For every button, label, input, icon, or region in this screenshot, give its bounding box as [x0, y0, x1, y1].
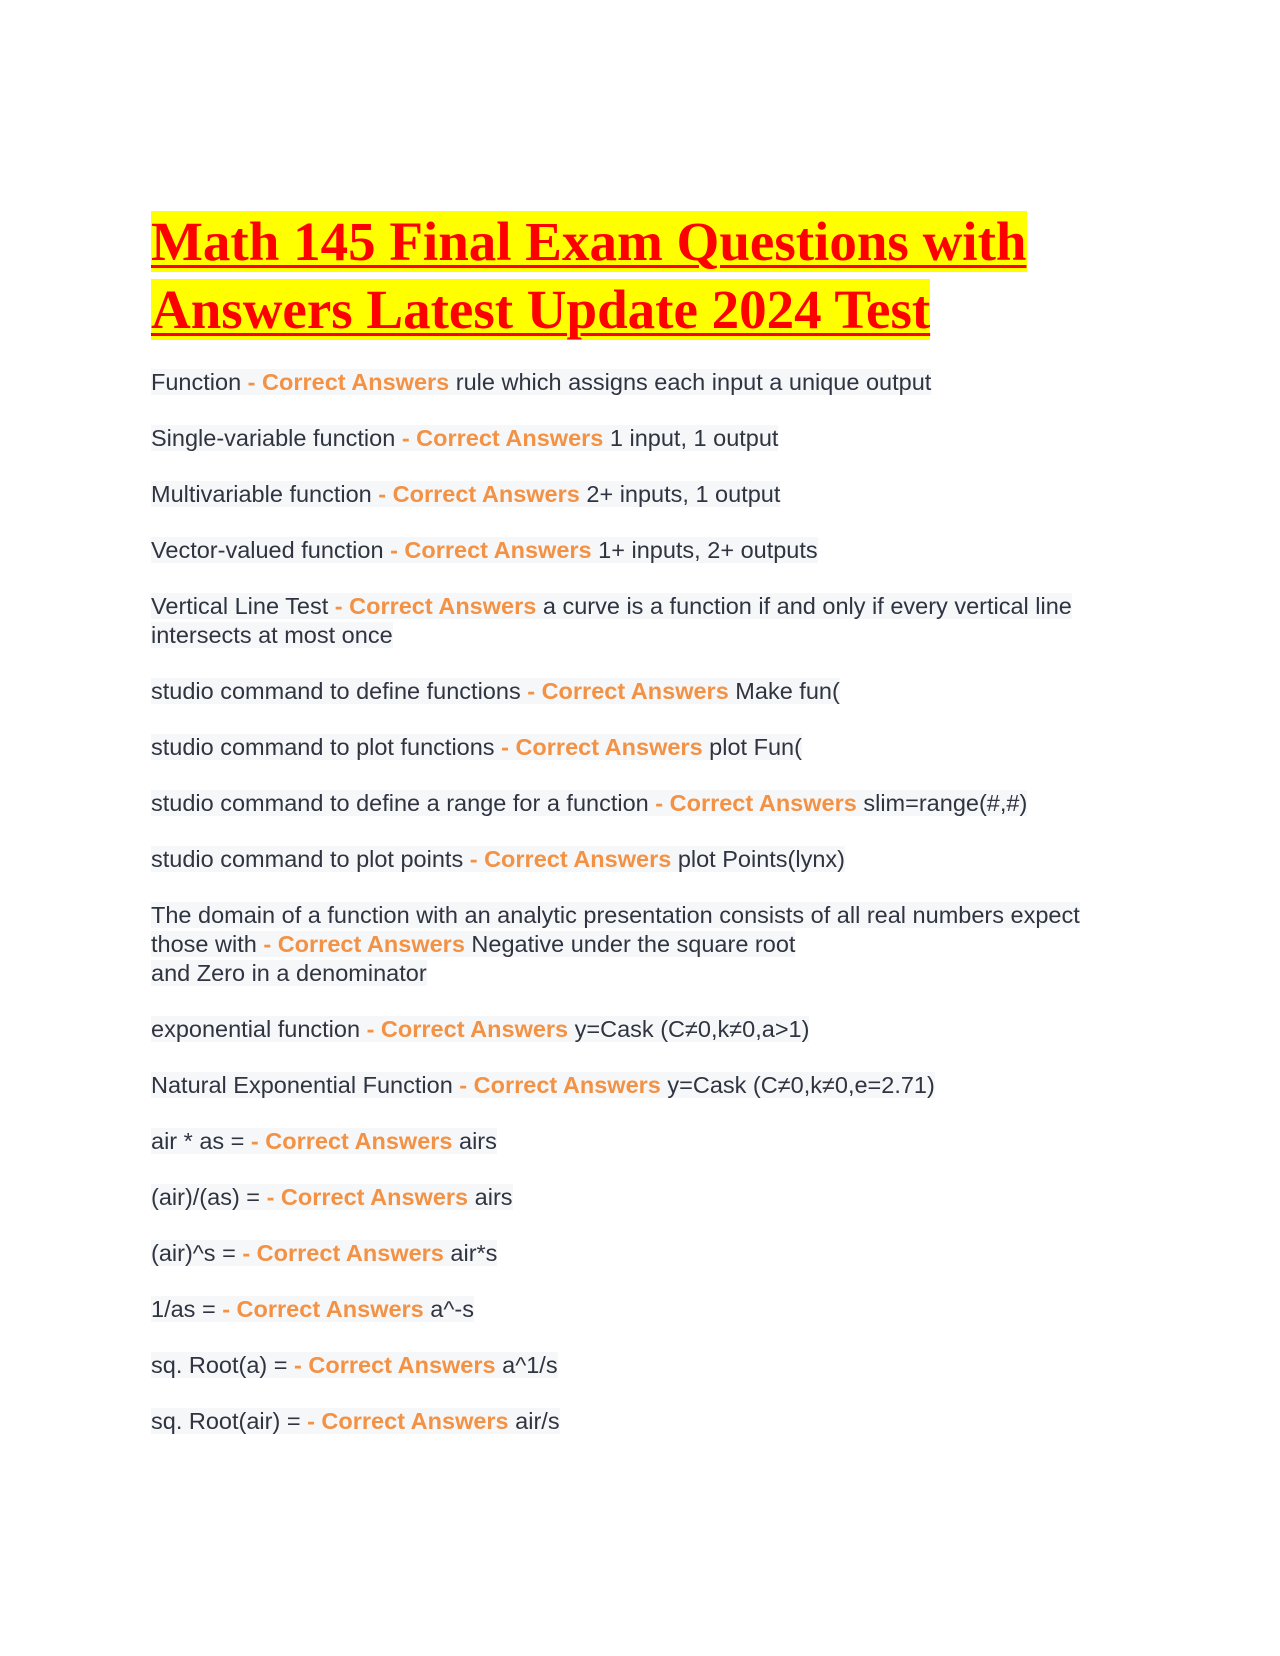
correct-answers-label: - Correct Answers — [307, 1408, 509, 1434]
correct-answers-label: - Correct Answers — [501, 734, 703, 760]
correct-answers-label: - Correct Answers — [390, 537, 592, 563]
correct-answers-label: - Correct Answers — [401, 425, 604, 451]
question-text: studio command to define functions — [151, 678, 528, 704]
correct-answers-label: - Correct Answers — [250, 1128, 453, 1154]
question-text: Multivariable function — [151, 481, 379, 507]
qa-item-quotient-rule — [151, 1183, 1111, 1212]
correct-answers-label: - Correct Answers — [459, 1072, 661, 1098]
correct-answers-label: - Correct Answers — [242, 1240, 444, 1266]
question-text: air * as = — [151, 1128, 251, 1154]
answer-text: air*s — [443, 1240, 498, 1266]
qa-item-function — [151, 368, 1111, 397]
answer-text: 1 input, 1 output — [603, 425, 779, 451]
qa-item-plot-functions — [151, 733, 1111, 762]
qa-item-single-variable — [151, 424, 1111, 453]
question-text: Single-variable function — [151, 425, 402, 451]
correct-answers-label: - Correct Answers — [263, 931, 465, 957]
correct-answers-label: - Correct Answers — [366, 1016, 569, 1042]
correct-answers-label: - Correct Answers — [294, 1352, 496, 1378]
document-title — [151, 208, 1111, 344]
correct-answers-label: - Correct Answers — [378, 481, 580, 507]
answer-text: y=Cask (C≠0,k≠0,a>1) — [568, 1016, 810, 1042]
title-line-1: Math 145 Final Exam Questions with — [151, 211, 1027, 272]
qa-item-square-root-power — [151, 1407, 1111, 1436]
answer-text: airs — [468, 1184, 513, 1210]
qa-item-multivariable — [151, 480, 1111, 509]
correct-answers-label: - Correct Answers — [527, 678, 729, 704]
title-line-2: Answers Latest Update 2024 Test — [151, 279, 931, 340]
question-text: exponential function — [151, 1016, 367, 1042]
correct-answers-label: - Correct Answers — [247, 369, 450, 395]
answer-text: airs — [452, 1128, 497, 1154]
answer-text: Make fun( — [728, 678, 840, 704]
question-text: 1/as = — [151, 1296, 223, 1322]
correct-answers-label: - Correct Answers — [222, 1296, 424, 1322]
qa-item-exponential — [151, 1015, 1111, 1044]
qa-item-define-functions — [151, 677, 1111, 706]
question-text: studio command to plot points — [151, 846, 470, 872]
qa-item-square-root — [151, 1351, 1111, 1380]
question-text: The domain of a function with an analytic presentation consists of all real numbers expect those with — [151, 902, 1080, 957]
qa-item-domain — [151, 901, 1111, 988]
document-page — [151, 208, 1111, 1463]
correct-answers-label: - Correct Answers — [266, 1184, 469, 1210]
question-text: Function — [151, 369, 248, 395]
qa-item-negative-exponent — [151, 1295, 1111, 1324]
answer-text-continued: and Zero in a denominator — [151, 960, 427, 986]
qa-item-vertical-line-test — [151, 592, 1111, 650]
question-text: Natural Exponential Function — [151, 1072, 460, 1098]
answer-text: 2+ inputs, 1 output — [579, 481, 781, 507]
answer-text: plot Fun( — [702, 734, 802, 760]
correct-answers-label: - Correct Answers — [655, 790, 857, 816]
question-text: (air)^s = — [151, 1240, 243, 1266]
answer-text: a^-s — [423, 1296, 474, 1322]
answer-text: a curve is a function if and only if every vertical line intersects at most once — [151, 593, 1072, 648]
question-text: Vertical Line Test — [151, 593, 335, 619]
answer-text: plot Points(lynx) — [671, 846, 845, 872]
answer-text: 1+ inputs, 2+ outputs — [591, 537, 818, 563]
question-text: (air)/(as) = — [151, 1184, 267, 1210]
question-text: Vector-valued function — [151, 537, 391, 563]
answer-text: Negative under the square root — [464, 931, 796, 957]
qa-item-product-rule — [151, 1127, 1111, 1156]
correct-answers-label: - Correct Answers — [469, 846, 672, 872]
qa-item-vector-valued — [151, 536, 1111, 565]
answer-text: slim=range(#,#) — [856, 790, 1028, 816]
qa-item-natural-exponential — [151, 1071, 1111, 1100]
answer-text: a^1/s — [495, 1352, 558, 1378]
correct-answers-label: - Correct Answers — [334, 593, 537, 619]
question-text: studio command to define a range for a function — [151, 790, 656, 816]
question-text: sq. Root(a) = — [151, 1352, 295, 1378]
answer-text: air/s — [508, 1408, 560, 1434]
qa-item-power-rule — [151, 1239, 1111, 1268]
question-text: studio command to plot functions — [151, 734, 502, 760]
qa-item-define-range — [151, 789, 1111, 818]
question-text: sq. Root(air) = — [151, 1408, 308, 1434]
qa-item-plot-points — [151, 845, 1111, 874]
answer-text: y=Cask (C≠0,k≠0,e=2.71) — [660, 1072, 935, 1098]
answer-text: rule which assigns each input a unique output — [449, 369, 932, 395]
